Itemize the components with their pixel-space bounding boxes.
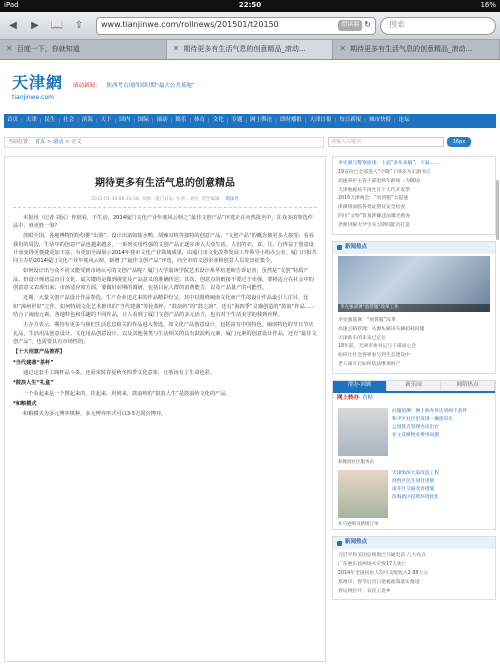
article-paragraph: 近期，大量文创产品设计作品参选，生产企业送过来的作品精彩纷呈。其中以围绕闽南文化而产生的设计作品最引人注目，比如“漳州世好”之作、如何特别文化艺术推出的“当代建盏”等轮茶杯，“鼓浪屿”的“鼓之韵”，还有“海四季”灵感创造的“鼓浪”作品……结合了闽南元素、各地特色和乐趣的不同作品，让人看到了厦门文创产品的多元活力，也有对于生活美学的独到诠释。 [13,295,316,318]
nav-separator: | [58,117,61,124]
news-link[interactable]: 如何让社会各界参与到生态建设中 [338,353,410,359]
nav-item[interactable]: 网上舆论 [250,117,273,124]
main-nav [4,114,496,128]
nav-item[interactable]: 滨海 [81,117,93,124]
tab-article-active[interactable] [167,40,334,59]
news-link[interactable]: 19省份已全部进入“空降”干部多为正副书记 [338,169,431,175]
nav-item[interactable]: 国际 [137,117,149,124]
article-paragraph: 和粮模式为多元博弈棋种，多元博弈形式可以3-5方同台博弈。 [23,411,167,418]
web-page [0,60,500,666]
nav-separator: | [304,117,307,124]
news-link[interactable]: 天津地税局不再允许个人代开发票 [338,187,410,193]
tab-xinleyuan[interactable]: 新乐园 [387,381,441,391]
back-icon[interactable]: ◀ [9,19,17,31]
nav-separator: | [393,117,396,124]
hot-image-caption: 李克强部署“放管服”改革工作 [338,304,490,312]
news-link[interactable]: 李克强与警察座谈：上面“多头多脑”，下面…… [338,161,439,166]
nav-separator: | [133,117,135,124]
thumb-link[interactable]: 和平区社区里发现一辆废旧车 [392,417,453,423]
nav-separator: | [334,117,337,124]
device-label: iPad [4,1,19,10]
news-link[interactable]: 四川“文物”贸易涉嫌违法曝光被查 [338,214,411,220]
news-link[interactable]: 高速公路管理：从源头解决车辆超载问题 [338,326,425,332]
thumb-row [333,467,495,521]
tab-title: 百度一下，你就知道 [16,44,80,53]
article-body [13,214,317,419]
hot-title-text: 新闻热点 [345,244,368,251]
tab-title: 期待更多有生活气息的创意精品_滚动... [350,44,473,53]
ticker-label: 滚动新闻： [73,83,101,90]
battery-indicator: 16% [480,1,496,10]
search-field[interactable] [380,17,496,35]
article-paragraph: 主办方表示，期待有更多与我们生活息息相关的作品进入参选，如文化产品创意设计，包括富有中国特色、闽南特色的节日节庆礼品，生活用品创意设计，文化用品创意设计。以及其他各类与生活相关的具有鼓浪屿元素、厦门元素的创意设计作品。还有“最佳文创产品”，也需要具有市场性的。 [13,322,317,345]
tab-baidu[interactable] [0,40,167,59]
search-field-placeholder: 搜索 [389,20,405,30]
nav-item[interactable]: 滚动 [156,117,168,124]
site-search [328,137,471,147]
thumb-link[interactable]: 天津海滨大道改造工程 [392,471,439,477]
news-link[interactable]: 18年前，天津市委书记与干部谈心会 [338,344,417,350]
sidebar-news-list [333,157,495,234]
nav-separator: | [170,117,173,124]
nav-item[interactable]: 体育 [194,117,206,124]
nav-separator: | [208,117,210,124]
crumb-sep: > [47,138,52,145]
article-subheading: *和粮模式 [13,400,37,407]
hot-news-box [332,241,496,374]
news-link[interactable]: 郑州市：春节后出口退税政策落实推进 [338,579,420,585]
nav-item[interactable]: 首页 [7,117,19,124]
tab-title: 期待更多有生活气息的创意精品_滚动... [183,44,306,53]
news-link[interactable]: 春运将拉开：农民工返乡 [338,588,391,594]
thumb-link[interactable]: 河西区民生项目进展 [392,479,435,485]
tab-bar [0,40,500,60]
social-title [333,537,495,549]
crumb-section[interactable]: 滚动 [53,138,64,145]
thumb-link[interactable]: 问题追溯：网上转办件达到两千余件 [392,409,468,415]
thumb-links [392,470,490,518]
news-link[interactable]: 老师讲解大学生实习期间能否打造 [338,223,410,229]
crumb-current: 正文 [71,138,82,145]
nav-separator: | [226,117,229,124]
breadcrumb [4,137,324,148]
service-tabs [333,381,495,393]
news-link[interactable]: 2015天津两会：“放管服”大提速 [338,196,408,202]
article-paragraph: 放眼全国，各地博物馆纷纷推“出游”，设计出诸如盐水鸭、胡辣耳机等独特的创意产品。“文创产品”的概念被更多人接受；看看我们的周边，生活中的创意产品也越来越多，一系列实用性强的文创产品正逐步渗入大众生活。人们的衣、食、住、行得益于创意设计而变得更便捷更加丰富。为更加全面展示2014年我市文化产业领域成果，由厦门市文化改革发展工作领导小组办公室、厦门日报共同主办的2014厦门文化产业年度风云榜，新增了“最佳文创产品”评选，向全市的文创企业和创意人员发出征集令。 [13,233,317,265]
hot-news-image[interactable] [338,256,490,312]
tab-wangluo[interactable]: 网络热点 [441,381,495,391]
news-link[interactable]: 2014年全国居民人均可支配收入2.88万元 [338,570,429,576]
logo-name: 天津網 [12,73,64,93]
nav-separator: | [77,117,79,124]
nav-item[interactable]: 娱乐 [175,117,187,124]
meta-editor-label: 责任编辑： [201,196,224,202]
nav-item[interactable]: 天下 [100,117,112,124]
article-meta [13,197,317,208]
site-search-input[interactable] [328,137,444,147]
news-link[interactable]: 津潭将面临各类证照及安全检查 [338,205,406,211]
social-box [332,536,496,600]
social-title-text: 新闻热点 [345,539,368,546]
article-panel [4,156,326,662]
nav-item[interactable]: 专题 [231,117,243,124]
article-subheading: *鼓浪人生“礼盒” [13,380,54,387]
reader-button[interactable]: 阅读器 [338,20,362,30]
nav-item[interactable]: 城市快报 [368,117,391,124]
close-tab-icon[interactable]: ✕ [6,44,13,54]
article-paragraph: 本报讯（记者 刘民）你别看，不生活，2014厦门文化产业年度风云榜之“最佳文创产品”评选正在火热报名中，在众多的参选作品中，谁更胜一筹？ [13,214,313,229]
crumb-home[interactable]: 首页 [35,138,46,145]
meta-editor[interactable]: 周泽月 [225,196,239,202]
thumb-row [333,405,495,459]
thumbnail-image[interactable] [338,470,388,518]
reload-icon[interactable]: ↻ [364,20,371,30]
nav-item[interactable]: 天津 [25,117,37,124]
nav-separator: | [189,117,192,124]
browser-toolbar [0,12,500,40]
article-paragraph: 如何设计出与众不同又能受到市场认可的文创产品呢？厦门大学嘉庚学院艺术设计系华培老师告诉记者，虽然是“文创”特质产品，但设计师切忌盲目文化，最关键的是做到视觉及产品意义的准确传达；其次，创意点的链接不要过于牵强，要将适合在社会中的创意意义表现出来；市场适应度方面，要做好前期的调研，包括目标人群的消费能力，以及产品量产的可能性。 [13,268,314,292]
crumb-sep: > [65,138,70,145]
hot-news-list [333,314,495,373]
nav-separator: | [95,117,98,124]
share-icon[interactable]: ⇪ [74,19,84,31]
news-link[interactable]: 李克强部署：“放管服”改革 [338,317,396,323]
news-link[interactable]: 高速养护主管干部退休年龄统一为60岁 [338,178,421,184]
site-header [0,60,500,114]
thumb-link[interactable]: 南开区交通改善措施 [392,487,435,493]
nav-item[interactable]: 民生 [44,117,56,124]
clock: 22:50 [238,1,262,10]
tab-article[interactable] [333,40,500,59]
social-list [333,549,495,599]
font-size-button[interactable]: 16px [447,137,471,147]
thumb-caption: 和畅园社区服务站 [338,460,374,466]
thumb-link[interactable]: 公园景点管理办法出台 [392,425,439,430]
nav-item[interactable]: 论坛 [398,117,410,124]
address-bar[interactable] [96,17,376,35]
service-box [332,380,496,530]
nav-separator: | [114,117,117,124]
nav-item[interactable]: 每日新报 [339,117,362,124]
nav-item[interactable]: 即时播报 [279,117,302,124]
article-subheading: 【十大创意产品推荐】 [13,349,65,356]
tab-bangban[interactable]: 帮办·回顾 [333,381,387,391]
thumb-caption: 亚马逊购书新增订单 [338,522,379,528]
news-link[interactable]: 广东惠东县两场火灾致17人死亡 [338,562,407,568]
nav-separator: | [21,117,23,124]
bullet-icon [337,245,342,250]
nav-separator: | [275,117,277,124]
article-paragraph: 通过这套手工陶杯品斗茶，还原宋时春夏秋冬四季文化意象，让茶汤有了生命色彩。 [23,369,215,376]
thumb-link[interactable]: 滨海新区投资环境优化 [392,495,439,501]
status-bar [0,0,500,12]
news-link[interactable]: 习近平和美国总统奥巴马通电话 八大亮点 [338,553,426,559]
close-tab-icon[interactable]: ✕ [339,44,347,54]
thumb-links [392,408,490,456]
news-link[interactable]: 天津新车的未来已定位 [338,335,386,341]
nav-item[interactable]: 国内 [119,117,131,124]
ticker-text[interactable]: 陕西考古现四周时期“最大公共墓地” [106,83,195,90]
site-logo[interactable] [12,72,63,102]
article-paragraph: 一个看起来是一个摆起来的、挂起来，用到来，鼓浪屿的“鼓浪人生”是鼓浪屿文化的产品。 [23,390,231,397]
bookmarks-icon[interactable]: 📖 [50,19,64,31]
forward-icon[interactable]: ▶ [31,19,39,31]
header-news-ticker[interactable] [73,83,195,90]
nav-separator: | [151,117,154,124]
inbox-header [333,393,495,405]
nav-item[interactable]: 天津日报 [309,117,332,124]
thumb-link[interactable]: 业主反映物业费用问题 [392,432,439,438]
thumbnail-image[interactable] [338,408,388,456]
nav-separator: | [39,117,42,124]
news-link[interactable]: 老人离开后如何依法继承财产 [338,362,401,368]
hot-news-title [333,242,495,254]
crumb-label: 当前位置： [8,138,34,145]
inbox-label: 网上转办 [337,395,360,402]
article-subheading: *当代建盏“茶杯” [13,359,54,366]
sidebar [332,156,496,662]
site-search-placeholder: 请输入关键词 [331,138,362,145]
nav-separator: | [245,117,248,124]
meta-source: 来源：厦门日报 [141,196,174,202]
url-text: www.tianjinwe.com/rollnews/201501/t20150 [101,20,279,30]
bullet-icon [337,541,342,546]
nav-item[interactable]: 文化 [212,117,224,124]
logo-url: tianjinwe.com [12,93,54,101]
meta-time: 2015-01-30 09:16:58 [91,196,139,202]
scroll-indicator[interactable] [496,180,499,240]
crumb-row [4,136,496,148]
nav-item[interactable]: 社会 [63,117,75,124]
inbox-tag[interactable]: 看帖 [362,395,374,402]
sidebar-news-box [332,156,496,235]
article-title: 期待更多有生活气息的创意精品 [95,178,235,189]
meta-author: 作者：刘民 [176,196,199,202]
nav-separator: | [364,117,366,124]
close-tab-icon[interactable]: ✕ [172,44,180,54]
